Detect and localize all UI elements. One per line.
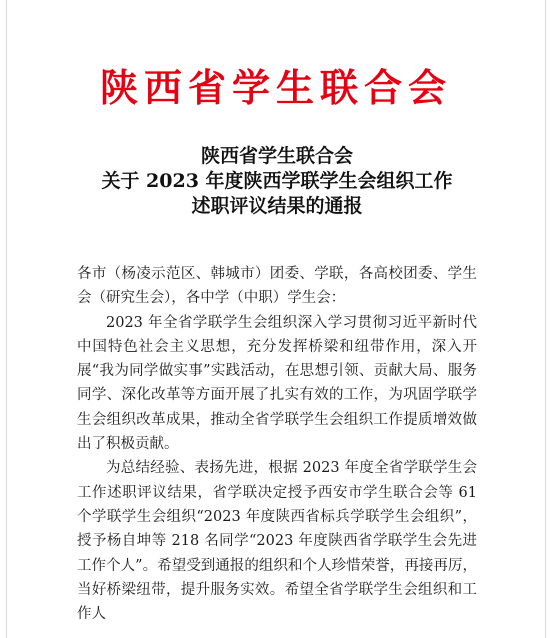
title-line-3: 述职评议结果的通报 bbox=[191, 195, 363, 217]
paragraph-2: 为总结经验、表扬先进，根据 2023 年度全省学联学生会工作述职评议结果，省学联决定授予西安市学生联合会等 61 个学联学生会组织“2023 年度陕西省标兵学联学生会组织”，授予杨自坤等 218 名同学“2023 年度陕西省学联学生会先进工作个人”。希望受到通报的组织和个人珍惜荣誉，再接再厉，当好桥梁纽带，提升服务实效。希望全省学联学生会组织和工作人 bbox=[77, 460, 477, 623]
letterhead-title: 陕西省学生联合会 bbox=[99, 65, 452, 110]
document-body bbox=[77, 262, 477, 626]
title-line-1: 陕西省学生联合会 bbox=[200, 145, 353, 167]
paragraph-1: 2023 年全省学联学生会组织深入学习贯彻习近平新时代中国特色社会主义思想，充分发挥桥梁和纽带作用，深入开展“我为同学做实事”实践活动，在思想引领、贡献大局、服务同学、深化改革等方面开展了扎实有效的工作，为巩固学联学生会组织改革成果，推动全省学联学生会组织工作提质增效做出了积极贡献。 bbox=[77, 314, 477, 453]
title-line-2: 关于 2023 年度陕西学联学生会组织工作 bbox=[101, 170, 453, 192]
salutation: 各市（杨凌示范区、韩城市）团委、学联，各高校团委、学生会（研究生会），各中学（中职）学生会： bbox=[77, 266, 477, 307]
document-title bbox=[0, 144, 554, 219]
